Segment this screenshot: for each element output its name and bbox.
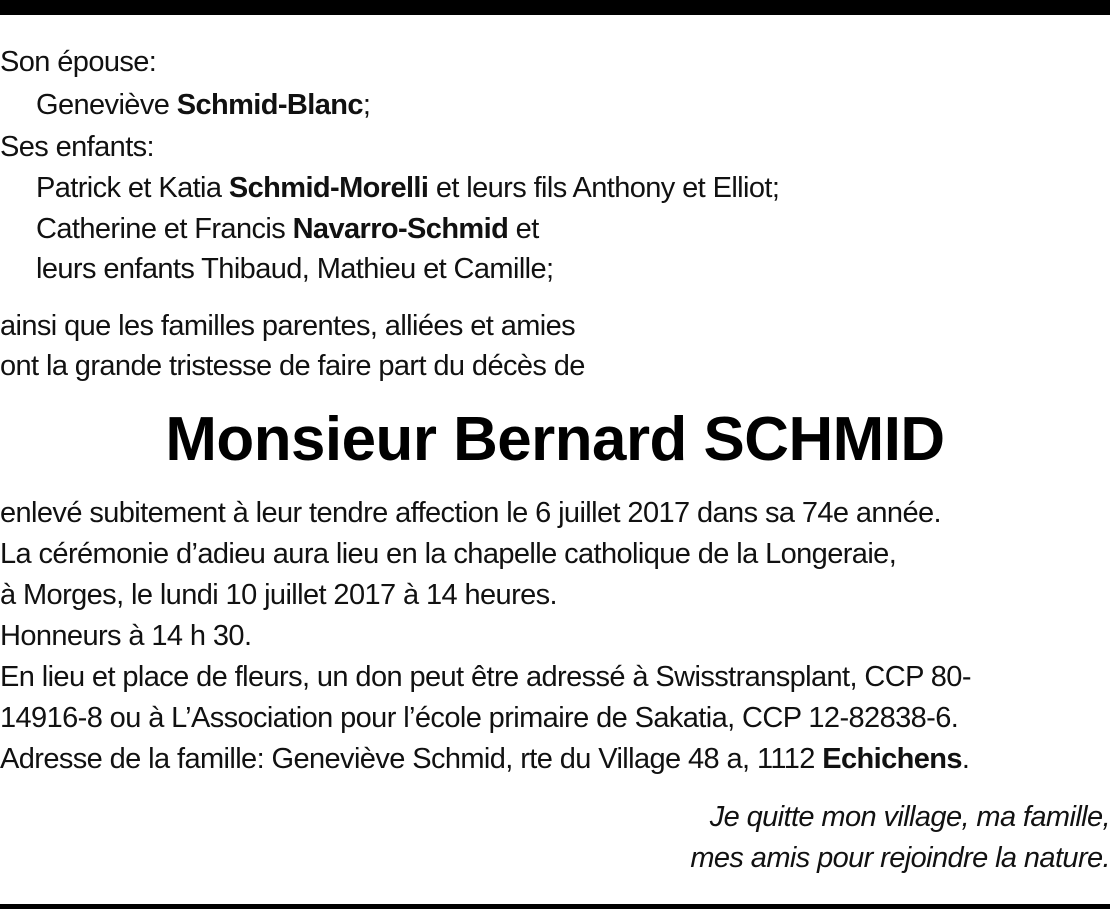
child-line-2 (36, 212, 539, 246)
body-line-4-text: Honneurs à 14 h 30. (0, 620, 252, 652)
quote-line-1-text: Je quitte mon village, ma famille, (709, 801, 1110, 833)
spouse-first-name: Geneviève (36, 89, 177, 121)
address-text: Adresse de la famille: Geneviève Schmid, rte du Village 48 a, 1112 (0, 743, 823, 775)
child1-rest: et leurs fils Anthony et Elliot; (428, 172, 780, 204)
body-line-2 (0, 537, 896, 571)
body-line-1 (0, 496, 941, 530)
body-line-1-text: enlevé subitement à leur tendre affection le 6 juillet 2017 dans sa 74e année. (0, 497, 941, 529)
family-address (0, 742, 969, 776)
families-line-1 (0, 309, 575, 343)
body-line-5-text: En lieu et place de fleurs, un don peut être adressé à Swisstransplant, CCP 80- (0, 661, 971, 693)
child1-first-names: Patrick et Katia (36, 172, 229, 204)
bottom-border-rule (0, 904, 1110, 909)
child2-first-names: Catherine et Francis (36, 213, 293, 245)
body-line-6 (0, 701, 958, 735)
families-line-1-text: ainsi que les familles parentes, alliées et amies (0, 310, 576, 342)
children-heading-text: Ses enfants: (0, 131, 155, 163)
body-line-5 (0, 660, 971, 694)
address-punctuation: . (961, 743, 970, 775)
families-line-2 (0, 349, 585, 383)
body-line-3 (0, 578, 557, 612)
quote-line-2-text: mes amis pour rejoindre la nature. (690, 842, 1110, 874)
spouse-last-name: Schmid-Blanc (176, 89, 363, 121)
families-line-2-text: ont la grande tristesse de faire part du décès de (0, 350, 585, 382)
body-line-2-text: La cérémonie d’adieu aura lieu en la chapelle catholique de la Longeraie, (0, 538, 897, 570)
spouse-heading-text: Son épouse: (0, 46, 157, 78)
body-line-6-text: 14916-8 ou à L’Association pour l’école primaire de Sakatia, CCP 12-82838-6. (0, 702, 959, 734)
quote-line-2 (690, 841, 1110, 875)
child-line-2-continued (36, 252, 554, 286)
body-line-4 (0, 619, 251, 653)
child2-rest: et (508, 213, 539, 245)
spouse-punctuation: ; (362, 89, 371, 121)
child2-last-name: Navarro-Schmid (292, 213, 509, 245)
children-heading (0, 130, 154, 164)
deceased-name: Monsieur Bernard SCHMID (165, 405, 945, 474)
body-line-3-text: à Morges, le lundi 10 juillet 2017 à 14 heures. (0, 579, 558, 611)
top-border-rule (0, 0, 1110, 15)
child-line-1 (36, 171, 779, 205)
child1-last-name: Schmid-Morelli (228, 172, 429, 204)
quote-line-1 (710, 800, 1110, 834)
spouse-heading (0, 45, 156, 79)
child2-grandchildren: leurs enfants Thibaud, Mathieu et Camille; (36, 253, 554, 285)
spouse-line (36, 88, 370, 122)
address-town: Echichens (822, 743, 962, 775)
